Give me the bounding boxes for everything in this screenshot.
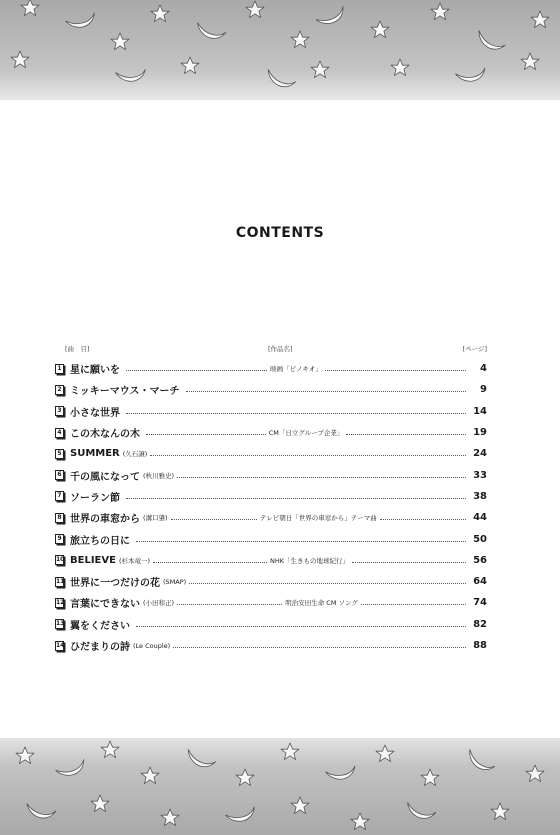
header-title-col: [曲 目]: [65, 345, 90, 353]
toc-entry: [55, 464, 487, 485]
footer-pattern-band: [0, 738, 560, 835]
leader-dots: [346, 434, 466, 435]
leader-dots: [153, 562, 267, 563]
toc-entry: [55, 614, 487, 635]
toc-entry: [55, 358, 487, 379]
page-number: 50: [473, 533, 487, 545]
entry-number: 13: [56, 620, 65, 628]
toc-entry: [55, 635, 487, 656]
work-name: 明治安田生命 CM ソング: [285, 599, 358, 608]
toc-entry: [55, 379, 487, 400]
toc-entry: [55, 486, 487, 507]
toc-header: [55, 344, 487, 358]
leader-dots: [150, 455, 466, 456]
entry-number: 11: [56, 577, 65, 585]
entry-number: 14: [56, 641, 65, 649]
artist-name: (秋川雅史): [143, 471, 175, 480]
page-number: 74: [473, 597, 488, 609]
stars-moons-pattern: [0, 738, 560, 835]
song-title: BELIEVE: [70, 554, 116, 566]
leader-dots: [361, 604, 466, 605]
work-name: テレビ朝日「世界の車窓から」テーマ曲: [259, 514, 377, 523]
leader-dots: [126, 370, 267, 371]
leader-dots: [126, 413, 466, 414]
leader-dots: [136, 541, 466, 542]
song-title: SUMMER: [70, 448, 120, 460]
toc-entry: [55, 507, 487, 528]
toc-entry: [55, 528, 487, 549]
entry-number: 2: [55, 385, 64, 395]
page-number: 82: [473, 618, 487, 630]
table-of-contents: [55, 344, 487, 656]
work-name: CM「日立グループ企業」: [268, 429, 344, 438]
header-pattern-band: [0, 0, 560, 100]
page-number: 19: [473, 427, 488, 439]
leader-dots: [186, 391, 467, 392]
song-title: 世界に一つだけの花: [70, 578, 160, 590]
entry-number: 10: [56, 556, 65, 564]
leader-dots: [136, 626, 466, 627]
work-name: 映画「ピノキオ」: [270, 365, 322, 374]
leader-dots: [177, 477, 466, 478]
page-title: CONTENTS: [235, 225, 325, 241]
song-title: 小さな世界: [70, 407, 120, 419]
leader-dots: [189, 583, 466, 584]
artist-name: (Le Couple): [133, 641, 171, 650]
song-title: 世界の車窓から: [70, 514, 140, 526]
header-page-col: [ページ]: [462, 345, 487, 353]
song-title: 言葉にできない: [70, 599, 140, 611]
work-name: NHK「生きもの地球紀行」: [270, 556, 350, 565]
entry-number: 3: [55, 406, 64, 416]
entry-number: 6: [55, 470, 64, 480]
page-number: 56: [473, 554, 488, 566]
page-number: 14: [473, 405, 487, 417]
entry-number: 5: [55, 449, 64, 459]
toc-entry: [55, 550, 487, 571]
entry-number: 9: [55, 534, 64, 544]
toc-entry: [55, 571, 487, 592]
page-number: 9: [480, 384, 487, 396]
song-title: ソーラン節: [70, 492, 120, 504]
entry-number: 1: [55, 364, 64, 374]
page-number: 64: [473, 576, 487, 588]
song-title: この木なんの木: [70, 429, 140, 441]
page-number: 33: [473, 469, 487, 481]
leader-dots: [171, 519, 257, 520]
song-title: 旅立ちの日に: [70, 535, 130, 547]
artist-name: (SMAP): [163, 577, 187, 586]
leader-dots: [380, 519, 466, 520]
artist-name: (久石譲): [122, 450, 148, 459]
page-number: 4: [480, 363, 487, 375]
song-title: 千の風になって: [70, 471, 140, 483]
leader-dots: [177, 604, 282, 605]
header-work-col: [作品名]: [268, 345, 293, 353]
toc-entry: [55, 422, 487, 443]
page-number: 24: [473, 448, 487, 460]
song-title: ミッキーマウス・マーチ: [70, 386, 180, 398]
artist-name: (小田和正): [143, 599, 175, 608]
page-number: 88: [473, 640, 487, 651]
song-title: 星に願いを: [70, 365, 120, 377]
entry-number: 12: [56, 598, 65, 606]
entry-number: 8: [55, 513, 64, 523]
song-title: ひだまりの詩: [70, 642, 130, 653]
leader-dots: [126, 498, 466, 499]
artist-name: (溝口肇): [143, 514, 168, 523]
entry-number: 4: [55, 428, 64, 438]
page-number: 44: [473, 512, 488, 524]
entry-number: 7: [55, 491, 64, 501]
page-number: 38: [473, 490, 487, 502]
artist-name: (杉本竜一): [118, 556, 151, 565]
leader-dots: [352, 562, 466, 563]
leader-dots: [325, 370, 466, 371]
toc-entry: [55, 592, 487, 613]
toc-entry: [55, 443, 487, 464]
leader-dots: [146, 434, 266, 435]
toc-entry: [55, 401, 487, 422]
song-title: 翼をください: [70, 620, 130, 632]
leader-dots: [173, 647, 466, 648]
stars-moons-pattern: [0, 0, 560, 100]
